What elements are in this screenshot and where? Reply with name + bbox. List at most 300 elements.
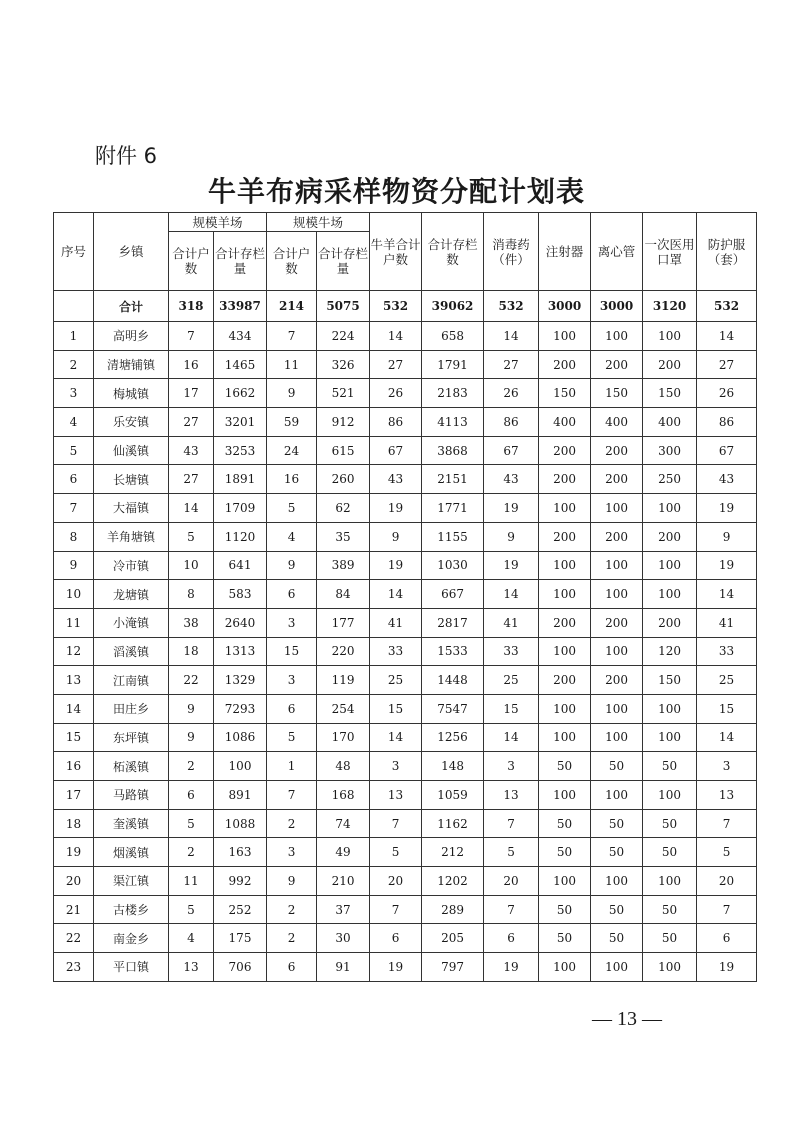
table-cell: 615 [317, 436, 370, 465]
table-cell: 50 [643, 895, 697, 924]
table-cell: 3253 [214, 436, 267, 465]
row-seq: 14 [54, 694, 94, 723]
table-cell: 2640 [214, 608, 267, 637]
table-cell: 214 [267, 291, 317, 322]
row-seq: 10 [54, 580, 94, 609]
header-disinfectant: 消毒药（件） [484, 213, 539, 291]
table-cell: 86 [697, 408, 757, 437]
table-cell: 22 [169, 666, 214, 695]
table-cell: 2 [169, 838, 214, 867]
table-cell: 3120 [643, 291, 697, 322]
table-cell: 19 [697, 494, 757, 523]
table-cell: 100 [539, 322, 591, 351]
row-town: 滔溪镇 [94, 637, 169, 666]
table-cell: 9 [267, 867, 317, 896]
table-cell: 200 [591, 436, 643, 465]
table-cell: 4113 [422, 408, 484, 437]
table-cell: 100 [591, 551, 643, 580]
row-town: 龙塘镇 [94, 580, 169, 609]
table-row [54, 895, 757, 924]
table-cell: 100 [643, 694, 697, 723]
table-cell: 389 [317, 551, 370, 580]
table-cell: 210 [317, 867, 370, 896]
table-cell: 17 [169, 379, 214, 408]
table-cell: 5 [169, 522, 214, 551]
row-seq: 13 [54, 666, 94, 695]
table-cell: 100 [539, 867, 591, 896]
table-cell: 26 [370, 379, 422, 408]
table-cell: 100 [591, 580, 643, 609]
table-cell: 532 [697, 291, 757, 322]
table-row [54, 494, 757, 523]
table-cell: 6 [267, 580, 317, 609]
table-cell: 9 [267, 551, 317, 580]
table-cell: 1088 [214, 809, 267, 838]
table-cell: 2817 [422, 608, 484, 637]
table-cell: 50 [591, 838, 643, 867]
table-cell: 3 [267, 666, 317, 695]
table-cell: 100 [643, 551, 697, 580]
table-cell: 14 [484, 723, 539, 752]
table-cell: 3 [484, 752, 539, 781]
row-town: 南金乡 [94, 924, 169, 953]
table-cell: 100 [591, 494, 643, 523]
table-cell: 1162 [422, 809, 484, 838]
table-row [54, 465, 757, 494]
table-cell: 1709 [214, 494, 267, 523]
table-cell: 224 [317, 322, 370, 351]
table-cell: 67 [697, 436, 757, 465]
header-centrifuge-tube: 离心管 [591, 213, 643, 291]
table-cell: 100 [539, 781, 591, 810]
table-cell: 797 [422, 953, 484, 982]
row-seq: 12 [54, 637, 94, 666]
table-cell: 200 [591, 522, 643, 551]
table-cell: 59 [267, 408, 317, 437]
table-cell: 200 [539, 666, 591, 695]
table-row [54, 350, 757, 379]
table-cell: 11 [169, 867, 214, 896]
table-cell: 120 [643, 637, 697, 666]
table-cell: 150 [643, 379, 697, 408]
table-cell: 14 [370, 322, 422, 351]
table-cell: 2 [267, 809, 317, 838]
row-town: 羊角塘镇 [94, 522, 169, 551]
table-cell: 14 [169, 494, 214, 523]
table-cell: 5 [267, 723, 317, 752]
table-cell: 100 [643, 867, 697, 896]
allocation-table [53, 212, 757, 982]
table-cell: 434 [214, 322, 267, 351]
table-cell: 521 [317, 379, 370, 408]
table-cell: 43 [169, 436, 214, 465]
row-seq: 9 [54, 551, 94, 580]
table-cell: 100 [539, 723, 591, 752]
row-seq: 17 [54, 781, 94, 810]
table-cell: 2183 [422, 379, 484, 408]
table-cell: 912 [317, 408, 370, 437]
table-cell: 318 [169, 291, 214, 322]
table-cell: 27 [169, 408, 214, 437]
total-row [54, 291, 757, 322]
table-cell: 175 [214, 924, 267, 953]
table-row [54, 522, 757, 551]
table-cell: 1662 [214, 379, 267, 408]
row-town: 冷市镇 [94, 551, 169, 580]
table-cell: 11 [267, 350, 317, 379]
table-cell: 119 [317, 666, 370, 695]
table-row [54, 867, 757, 896]
table-cell: 148 [422, 752, 484, 781]
table-cell: 100 [539, 580, 591, 609]
table-cell: 168 [317, 781, 370, 810]
table-cell: 200 [643, 350, 697, 379]
table-cell: 16 [169, 350, 214, 379]
table-cell: 25 [370, 666, 422, 695]
table-cell: 100 [539, 637, 591, 666]
table-cell: 38 [169, 608, 214, 637]
row-town: 平口镇 [94, 953, 169, 982]
table-row [54, 694, 757, 723]
table-cell: 100 [591, 781, 643, 810]
table-row [54, 436, 757, 465]
table-cell: 252 [214, 895, 267, 924]
table-cell: 6 [267, 694, 317, 723]
table-cell: 50 [643, 838, 697, 867]
header-total-stock: 合计存栏数 [422, 213, 484, 291]
header-cattle-households: 合计户数 [267, 232, 317, 291]
table-cell: 19 [484, 551, 539, 580]
table-cell: 33 [370, 637, 422, 666]
table-cell: 177 [317, 608, 370, 637]
table-cell: 150 [591, 379, 643, 408]
row-seq: 19 [54, 838, 94, 867]
table-cell: 50 [643, 809, 697, 838]
table-cell: 1891 [214, 465, 267, 494]
table-cell: 100 [539, 494, 591, 523]
table-cell: 3868 [422, 436, 484, 465]
page-number: — 13 — [592, 1008, 662, 1030]
table-cell: 6 [370, 924, 422, 953]
table-cell: 220 [317, 637, 370, 666]
row-town: 奎溪镇 [94, 809, 169, 838]
table-cell: 41 [484, 608, 539, 637]
table-cell: 200 [539, 608, 591, 637]
row-seq: 18 [54, 809, 94, 838]
table-cell: 7 [697, 895, 757, 924]
row-seq: 7 [54, 494, 94, 523]
table-cell: 7 [370, 895, 422, 924]
table-cell: 41 [697, 608, 757, 637]
row-seq: 16 [54, 752, 94, 781]
table-cell: 641 [214, 551, 267, 580]
row-seq: 3 [54, 379, 94, 408]
table-cell: 9 [484, 522, 539, 551]
table-cell: 67 [370, 436, 422, 465]
row-seq: 20 [54, 867, 94, 896]
table-cell: 532 [484, 291, 539, 322]
table-cell: 658 [422, 322, 484, 351]
table-cell: 43 [484, 465, 539, 494]
table-cell: 33987 [214, 291, 267, 322]
table-cell: 3000 [539, 291, 591, 322]
table-cell: 200 [591, 608, 643, 637]
table-cell: 5075 [317, 291, 370, 322]
header-protective-suit: 防护服（套） [697, 213, 757, 291]
table-cell: 7293 [214, 694, 267, 723]
table-cell: 14 [370, 580, 422, 609]
table-cell: 15 [697, 694, 757, 723]
table-cell: 1465 [214, 350, 267, 379]
table-cell: 41 [370, 608, 422, 637]
table-row [54, 666, 757, 695]
table-cell: 19 [484, 494, 539, 523]
table-cell: 1313 [214, 637, 267, 666]
table-row [54, 924, 757, 953]
table-cell: 50 [591, 809, 643, 838]
table-cell: 43 [697, 465, 757, 494]
table-cell: 100 [643, 781, 697, 810]
row-seq: 21 [54, 895, 94, 924]
table-cell: 7 [697, 809, 757, 838]
table-cell: 20 [484, 867, 539, 896]
table-cell: 583 [214, 580, 267, 609]
table-cell: 19 [370, 494, 422, 523]
table-cell: 16 [267, 465, 317, 494]
header-mask: 一次医用口罩 [643, 213, 697, 291]
table-cell: 26 [484, 379, 539, 408]
table-cell: 100 [214, 752, 267, 781]
table-cell: 100 [591, 694, 643, 723]
table-cell: 33 [484, 637, 539, 666]
table-cell: 100 [643, 953, 697, 982]
table-cell: 200 [643, 522, 697, 551]
table-cell: 1086 [214, 723, 267, 752]
table-cell: 19 [370, 551, 422, 580]
table-cell: 400 [591, 408, 643, 437]
table-cell: 1059 [422, 781, 484, 810]
table-cell: 50 [539, 895, 591, 924]
row-seq: 8 [54, 522, 94, 551]
row-seq: 5 [54, 436, 94, 465]
total-label: 合计 [94, 291, 169, 322]
table-cell: 250 [643, 465, 697, 494]
table-cell: 27 [697, 350, 757, 379]
header-sheep-stock: 合计存栏量 [214, 232, 267, 291]
table-cell: 260 [317, 465, 370, 494]
table-cell: 10 [169, 551, 214, 580]
table-cell: 2 [267, 895, 317, 924]
table-cell: 667 [422, 580, 484, 609]
table-cell: 20 [697, 867, 757, 896]
table-cell: 86 [484, 408, 539, 437]
table-cell: 37 [317, 895, 370, 924]
row-seq: 23 [54, 953, 94, 982]
table-cell: 1202 [422, 867, 484, 896]
table-cell: 3201 [214, 408, 267, 437]
table-row [54, 723, 757, 752]
row-seq: 15 [54, 723, 94, 752]
table-cell: 14 [697, 580, 757, 609]
row-town: 乐安镇 [94, 408, 169, 437]
table-cell: 50 [539, 752, 591, 781]
table-cell: 1 [267, 752, 317, 781]
table-cell: 19 [697, 953, 757, 982]
table-cell: 200 [591, 350, 643, 379]
table-cell: 3 [697, 752, 757, 781]
table-cell: 27 [484, 350, 539, 379]
table-cell: 1771 [422, 494, 484, 523]
header-syringe: 注射器 [539, 213, 591, 291]
table-cell: 50 [591, 924, 643, 953]
table-cell: 7 [484, 895, 539, 924]
table-cell: 13 [169, 953, 214, 982]
page-title: 牛羊布病采样物资分配计划表 [207, 175, 585, 208]
table-cell: 43 [370, 465, 422, 494]
table-cell: 19 [697, 551, 757, 580]
row-town: 清塘铺镇 [94, 350, 169, 379]
table-cell: 49 [317, 838, 370, 867]
header-cattle-farms: 规模牛场 [267, 213, 370, 232]
table-cell: 24 [267, 436, 317, 465]
table-row [54, 809, 757, 838]
row-town: 小淹镇 [94, 608, 169, 637]
table-cell: 170 [317, 723, 370, 752]
table-cell: 212 [422, 838, 484, 867]
table-cell: 7 [484, 809, 539, 838]
row-seq: 11 [54, 608, 94, 637]
table-cell: 86 [370, 408, 422, 437]
row-town: 渠江镇 [94, 867, 169, 896]
row-town: 江南镇 [94, 666, 169, 695]
table-cell: 100 [591, 723, 643, 752]
table-cell: 9 [370, 522, 422, 551]
table-cell: 200 [539, 522, 591, 551]
table-cell: 100 [643, 723, 697, 752]
table-cell: 50 [591, 752, 643, 781]
table-cell: 2 [169, 752, 214, 781]
table-cell: 1120 [214, 522, 267, 551]
table-cell: 30 [317, 924, 370, 953]
table-cell: 100 [591, 953, 643, 982]
table-cell: 27 [370, 350, 422, 379]
table-cell: 1155 [422, 522, 484, 551]
table-cell: 100 [643, 494, 697, 523]
table-cell: 15 [267, 637, 317, 666]
row-town: 烟溪镇 [94, 838, 169, 867]
header-cattle-stock: 合计存栏量 [317, 232, 370, 291]
table-cell: 200 [539, 465, 591, 494]
table-cell: 1329 [214, 666, 267, 695]
header-sheep-farms: 规模羊场 [169, 213, 267, 232]
row-seq: 22 [54, 924, 94, 953]
table-cell: 33 [697, 637, 757, 666]
table-cell: 100 [591, 637, 643, 666]
table-cell: 15 [370, 694, 422, 723]
table-cell: 200 [539, 436, 591, 465]
table-cell: 50 [539, 838, 591, 867]
table-cell: 5 [484, 838, 539, 867]
table-cell: 5 [697, 838, 757, 867]
table-cell: 91 [317, 953, 370, 982]
table-row [54, 551, 757, 580]
table-cell: 2 [267, 924, 317, 953]
table-cell: 50 [539, 809, 591, 838]
table-cell: 19 [370, 953, 422, 982]
table-cell: 50 [539, 924, 591, 953]
table-cell: 532 [370, 291, 422, 322]
attachment-label: 附件 6 [95, 144, 158, 168]
header-sheep-households: 合计户数 [169, 232, 214, 291]
table-cell: 200 [591, 666, 643, 695]
table-cell: 6 [697, 924, 757, 953]
table-cell: 100 [539, 953, 591, 982]
table-cell: 150 [539, 379, 591, 408]
row-town: 长塘镇 [94, 465, 169, 494]
table-cell: 7 [267, 322, 317, 351]
table-cell: 25 [484, 666, 539, 695]
table-cell: 50 [591, 895, 643, 924]
table-cell: 26 [697, 379, 757, 408]
table-cell: 891 [214, 781, 267, 810]
table-row [54, 752, 757, 781]
row-town: 马路镇 [94, 781, 169, 810]
table-cell: 200 [539, 350, 591, 379]
table-cell: 2151 [422, 465, 484, 494]
table-cell: 1448 [422, 666, 484, 695]
row-town: 古楼乡 [94, 895, 169, 924]
table-cell: 6 [484, 924, 539, 953]
table-row [54, 379, 757, 408]
table-cell: 205 [422, 924, 484, 953]
header-town: 乡镇 [94, 213, 169, 291]
table-cell: 9 [697, 522, 757, 551]
table-cell: 18 [169, 637, 214, 666]
table-cell: 14 [370, 723, 422, 752]
table-cell: 9 [169, 694, 214, 723]
table-cell: 400 [643, 408, 697, 437]
table-cell: 74 [317, 809, 370, 838]
table-cell: 5 [267, 494, 317, 523]
table-cell: 6 [169, 781, 214, 810]
header-seq: 序号 [54, 213, 94, 291]
table-cell: 5 [370, 838, 422, 867]
table-cell: 1256 [422, 723, 484, 752]
table-row [54, 322, 757, 351]
table-cell: 7 [370, 809, 422, 838]
table-cell: 254 [317, 694, 370, 723]
table-cell: 50 [643, 752, 697, 781]
table-row [54, 608, 757, 637]
row-town: 梅城镇 [94, 379, 169, 408]
table-cell: 35 [317, 522, 370, 551]
row-town: 东坪镇 [94, 723, 169, 752]
table-cell: 7 [267, 781, 317, 810]
table-row [54, 580, 757, 609]
table-cell: 27 [169, 465, 214, 494]
table-cell: 13 [484, 781, 539, 810]
table-cell: 992 [214, 867, 267, 896]
table-cell: 67 [484, 436, 539, 465]
table-cell: 19 [484, 953, 539, 982]
table-cell: 3 [267, 608, 317, 637]
row-town: 柘溪镇 [94, 752, 169, 781]
table-cell: 7547 [422, 694, 484, 723]
table-cell: 14 [484, 322, 539, 351]
table-cell: 326 [317, 350, 370, 379]
table-cell: 84 [317, 580, 370, 609]
row-town: 田庄乡 [94, 694, 169, 723]
